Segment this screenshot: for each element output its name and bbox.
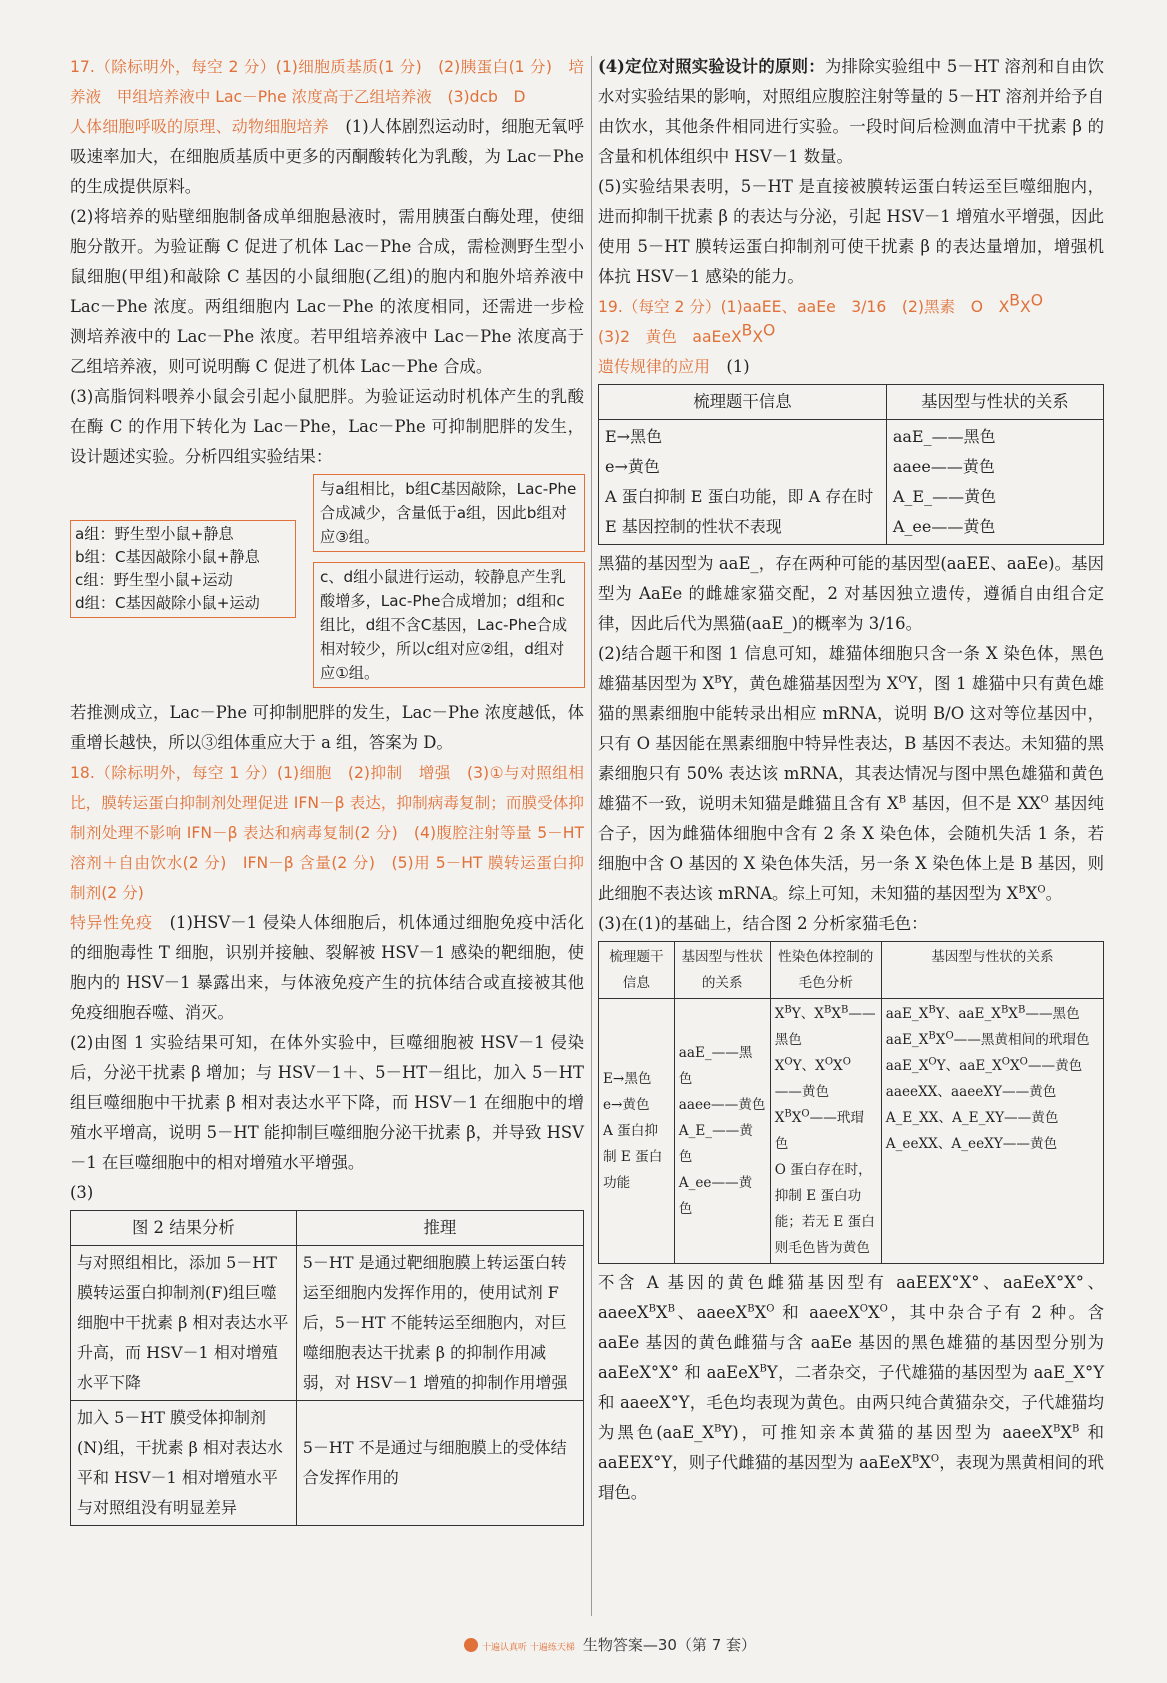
q19-answer: 19.（每空 2 分）(1)aaEE、aaEe 3/16 (2)黑素 O $X^BX^O$ bbox=[598, 291, 1043, 316]
table-cell: $aaE\_X^BY$、$aaE\_X^BX^B——$黑色 $aaE\_X^BX^O——$黑黄相间的玳瑁色 $aaE\_X^OY$、$aaE\_X^OX^O——$黄色 aaeeXX、aaeeXY——黄色 A_E_XX、A_E_XY——黄色 A_eeXX、A_eeXY——黄色 bbox=[881, 999, 1103, 1264]
fig2-analysis-table bbox=[70, 1210, 584, 1526]
group-list bbox=[70, 520, 296, 618]
table-row bbox=[71, 1401, 584, 1526]
q19-analysis-3: (3)在(1)的基础上，结合图 2 分析家猫毛色： bbox=[598, 914, 928, 933]
table-cell: E→黑色 e→黄色 A 蛋白抑制 E 蛋白功能 bbox=[599, 999, 675, 1264]
note-box-cd: c、d组小鼠进行运动，较静息产生乳酸增多，Lac-Phe合成增加；d组和c组比，d组不含C基因，Lac-Phe合成相对较少，所以c组对应②组，d组对应①组。 bbox=[313, 562, 585, 688]
q19-topic: 遗传规律的应用 bbox=[598, 357, 711, 376]
table-cell: 与对照组相比，添加 5－HT 膜转运蛋白抑制剂(F)组巨噬细胞中干扰素 β 相对表达水平升高，而 HSV－1 相对增殖水平下降 bbox=[71, 1246, 297, 1401]
q17-analysis-3: (3)高脂饲料喂养小鼠会引起小鼠肥胖。为验证运动时机体产生的乳酸在酶 C 的作用下转化为 Lac－Phe，Lac－Phe 可抑制肥胖的发生，设计题述实验。分析四组实验结果： bbox=[70, 387, 584, 466]
table-cell: $X^BY$、$X^BX^B——$黑色 $X^OY$、$X^OX^O——$黄色 $X^BX^O——$玳瑁色 O 蛋白存在时，抑制 E 蛋白功能；若无 E 蛋白则毛色皆为黄色 bbox=[770, 999, 881, 1264]
q19-analysis-4: 不含 A 基因的黄色雌猫基因型有 aaEEX°X°、aaEeX°X°、$aaeeX^BX^B$、$aaeeX^BX^O$ 和 $aaeeX^OX^O$，其中杂合子有 2 种。含 aaEe 基因的黄色雌猫与含 aaEe 基因的黑色雄猫的基因型分别为 aaEeX°X° 和 aaEeX$^B$Y，二者杂交，子代雄猫的基因型为 aaE_X°Y 和 aaeeX°Y，毛色均表现为黄色。由两只纯合黄猫杂交，子代雄猫均为黑色$(aaE\_X^BY)$，可推知亲本黄猫的基因型为 $aaeeX^BX^B$ 和 aaEEX°Y，则子代雌猫的基因型为 $aaEeX^BX^O$，表现为黑黄相间的玳瑁色。 bbox=[598, 1273, 1105, 1502]
table-header: 图 2 结果分析 bbox=[71, 1211, 297, 1246]
table-row bbox=[599, 999, 1104, 1264]
table-cell: 5－HT 不是通过与细胞膜上的受体结合发挥作用的 bbox=[296, 1401, 583, 1526]
table-header: 基因型与性状的关系 bbox=[881, 942, 1103, 999]
q19-topic-line: 遗传规律的应用 (1) bbox=[598, 357, 750, 376]
table-cell: E→黑色 e→黄色 A 蛋白抑制 E 蛋白功能，即 A 存在时 E 基因控制的性状不表现 bbox=[599, 420, 887, 545]
table-header: 推理 bbox=[296, 1211, 583, 1246]
table-header: 梳理题干信息 bbox=[599, 942, 675, 999]
q18-analysis-3-label: (3) bbox=[70, 1183, 94, 1202]
table-header: 基因型与性状的关系 bbox=[674, 942, 770, 999]
q19-analysis-2: (2)结合题干和图 1 信息可知，雄猫体细胞只含一条 X 染色体，黑色雄猫基因型为 $X^BY$，黄色雄猫基因型为 $X^OY$，图 1 雄猫中只有黄色雄猫的黑素细胞中能转录出相应 mRNA，说明 B/O 这对等位基因中，只有 O 基因能在黑素细胞中特异性表达，B 基因不表达。未知猫的黑素细胞只有 50% 表达该 mRNA，其表达情况与图中黑色雄猫和黄色雄猫不一致，说明未知猫是雌猫且含有 $X^B$ 基因，但不是 $XX^O$ 基因纯合子，因为雌猫体细胞中含有 2 条 X 染色体，会随机失活 1 条，若细胞中含 O 基因的 X 染色体失活，另一条 X 染色体上是 B 基因，则此细胞不表达该 mRNA。综上可知，未知猫的基因型为 $X^BX^O$。 bbox=[598, 644, 1105, 903]
q18-analysis-5: (5)实验结果表明，5－HT 是直接被膜转运蛋白转运至巨噬细胞内，进而抑制干扰素 β 的表达与分泌，引起 HSV－1 增殖水平增强，因此使用 5－HT 膜转运蛋白抑制剂可使干扰素 β 的表达量增加，增强机体抗 HSV－1 感染的能力。 bbox=[598, 177, 1104, 286]
note-box-b: 与a组相比，b组C基因敲除，Lac-Phe合成减少，含量低于a组，因此b组对应③组。 bbox=[313, 474, 585, 552]
genotype-table-2 bbox=[598, 941, 1104, 1264]
table-header: 梳理题干信息 bbox=[599, 385, 887, 420]
q17-group-diagram bbox=[70, 474, 584, 692]
table-header: 性染色体控制的毛色分析 bbox=[770, 942, 881, 999]
table-cell: aaE_——黑色 aaee——黄色 A_E_——黄色 A_ee——黄色 bbox=[886, 420, 1103, 545]
q17-analysis-2: (2)将培养的贴壁细胞制备成单细胞悬液时，需用胰蛋白酶处理，使细胞分散开。为验证酶 C 促进了机体 Lac－Phe 合成，需检测野生型小鼠细胞(甲组)和敲除 C 基因的小鼠细胞(乙组)的胞内和胞外培养液中 Lac－Phe 浓度。两组细胞内 Lac－Phe 的浓度相同，还需进一步检测培养液中的 Lac－Phe 浓度。若甲组培养液中 Lac－Phe 浓度高于乙组培养液，则可说明酶 C 促进了机体 Lac－Phe 合成。 bbox=[70, 207, 584, 376]
q18-topic: 特异性免疫 bbox=[70, 913, 153, 932]
column-divider bbox=[591, 56, 592, 1616]
q18-analysis-4: (4)定位对照实验设计的原则：为排除实验组中 5－HT 溶剂和自由饮水对实验结果的影响，对照组应腹腔注射等量的 5－HT 溶剂并给予自由饮水，其他条件相同进行实验。一段时间后检测血清中干扰素 β 的含量和机体组织中 HSV－1 数量。 bbox=[598, 57, 1104, 166]
right-column bbox=[598, 52, 1104, 1508]
q19-answer-2: (3)2 黄色 $aaEeX^BX^O$ bbox=[598, 321, 776, 346]
group-c: c组：野生型小鼠+运动 bbox=[75, 571, 233, 589]
genotype-table-1 bbox=[598, 384, 1104, 545]
q17-topic: 人体细胞呼吸的原理、动物细胞培养 bbox=[70, 117, 329, 136]
q18-answer: 18.（除标明外，每空 1 分）(1)细胞 (2)抑制 增强 (3)①与对照组相比，膜转运蛋白抑制剂处理促进 IFN－β 表达，抑制病毒复制；而膜受体抑制剂处理不影响 IFN－β 表达和病毒复制(2 分) (4)腹腔注射等量 5－HT 溶剂＋自由饮水(2 分) IFN－β 含量(2 分) (5)用 5－HT 膜转运蛋白抑制剂(2 分) bbox=[70, 764, 584, 902]
q18-analysis-2: (2)由图 1 实验结果可知，在体外实验中，巨噬细胞被 HSV－1 侵染后，分泌干扰素 β 增加；与 HSV－1＋、5－HT－组比，加入 5－HT 组巨噬细胞中干扰素 β 相对表达水平下降，而 HSV－1 在细胞中的增殖水平增高，说明 5－HT 能抑制巨噬细胞分泌干扰素 β，并导致 HSV－1 在巨噬细胞中的相对增殖水平增强。 bbox=[70, 1033, 584, 1172]
q18-analysis-1: 特异性免疫 (1)HSV－1 侵染人体细胞后，机体通过细胞免疫中活化的细胞毒性 T 细胞，识别并接触、裂解被 HSV－1 感染的靶细胞，使胞内的 HSV－1 暴露出来，与体液免疫产生的抗体结合或直接被其他免疫细胞吞噬、消灭。 bbox=[70, 913, 584, 1022]
q17-analysis-4: 若推测成立，Lac－Phe 可抑制肥胖的发生，Lac－Phe 浓度越低，体重增长越快，所以③组体重应大于 a 组，答案为 D。 bbox=[70, 703, 584, 752]
table-cell: 5－HT 是通过靶细胞膜上转运蛋白转运至细胞内发挥作用的，使用试剂 F 后，5－HT 不能转运至细胞内，对巨噬细胞表达干扰素 β 的抑制作用减弱，对 HSV－1 增殖的抑制作用增强 bbox=[296, 1246, 583, 1401]
q17-analysis-1: 人体细胞呼吸的原理、动物细胞培养 (1)人体剧烈运动时，细胞无氧呼吸速率加大，在细胞质基质中更多的丙酮酸转化为乳酸，为 Lac－Phe 的生成提供原料。 bbox=[70, 117, 584, 196]
q17-answer: 17.（除标明外，每空 2 分）(1)细胞质基质(1 分) (2)胰蛋白(1 分) 培养液 甲组培养液中 Lac－Phe 浓度高于乙组培养液 (3)dcb D bbox=[70, 58, 584, 106]
table-row bbox=[71, 1246, 584, 1401]
group-a: a组：野生型小鼠+静息 bbox=[75, 525, 234, 543]
table-row bbox=[599, 420, 1104, 545]
group-d: d组：C基因敲除小鼠+运动 bbox=[75, 594, 260, 612]
q19-analysis-1: 黑猫的基因型为 aaE_，存在两种可能的基因型(aaEE、aaEe)。基因型为 AaEe 的雌雄家猫交配，2 对基因独立遗传，遵循自由组合定律，因此后代为黑猫(aaE_)的概率为 3/16。 bbox=[598, 554, 1104, 633]
group-b: b组：C基因敲除小鼠+静息 bbox=[75, 548, 260, 566]
table-cell: aaE_——黑色 aaee——黄色 A_E_——黄色 A_ee——黄色 bbox=[674, 999, 770, 1264]
table-cell: 加入 5－HT 膜受体抑制剂(N)组，干扰素 β 相对表达水平和 HSV－1 相对增殖水平与对照组没有明显差异 bbox=[71, 1401, 297, 1526]
brand-logo-icon bbox=[464, 1638, 478, 1652]
left-column bbox=[70, 52, 584, 1530]
footer-page-label: 生物答案—30（第 7 套） bbox=[582, 1636, 757, 1654]
table-header: 基因型与性状的关系 bbox=[886, 385, 1103, 420]
footer-brand: 十遍认真听 十遍练天梯 bbox=[481, 1643, 575, 1653]
page-footer bbox=[450, 1634, 770, 1655]
